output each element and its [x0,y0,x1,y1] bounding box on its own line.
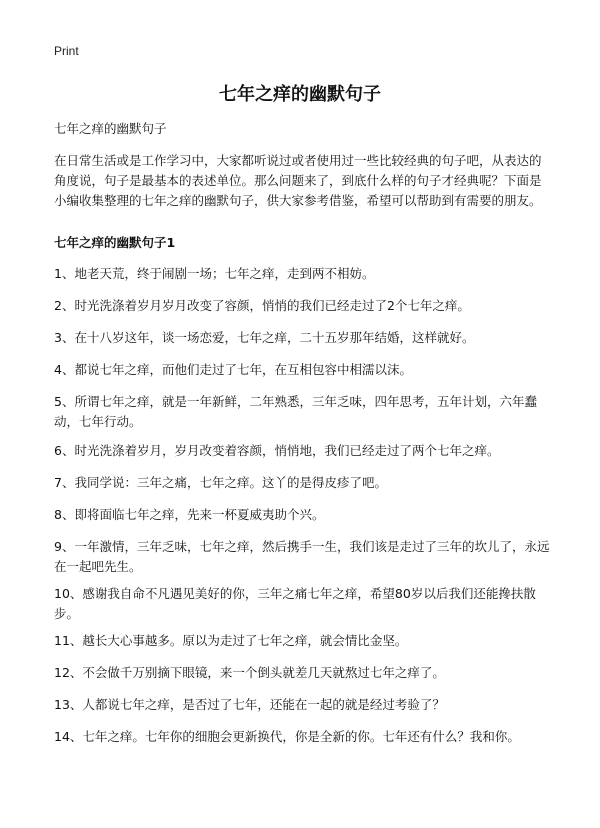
list-item: 13、人都说七年之痒，是否过了七年，还能在一起的就是经过考验了？ [54,697,445,712]
intro-paragraph: 在日常生活或是工作学习中，大家都听说过或者使用过一些比较经典的句子吧，从表达的角度说，句子是最基本的表述单位。那么问题来了，到底什么样的句子才经典呢？下面是小编收集整理的七年之痒的幽默句子，供大家参考借鉴，希望可以帮助到有需要的朋友。 [54,153,542,208]
document-subtitle: 七年之痒的幽默句子 [54,121,167,136]
print-link[interactable]: Print [54,44,79,58]
list-item: 12、不会做千万别摘下眼镜，来一个倒头就差几天就熬过七年之痒了。 [54,665,445,680]
list-item: 3、在十八岁这年，谈一场恋爱，七年之痒，二十五岁那年结婚，这样就好。 [54,330,475,345]
list-item: 5、所谓七年之痒，就是一年新鲜，二年熟悉，三年乏味，四年思考，五年计划，六年蠢动，七年行动。 [54,394,537,429]
list-item: 6、时光洗涤着岁月，岁月改变着容颜，悄悄地，我们已经走过了两个七年之痒。 [54,443,500,458]
list-item: 10、感谢我自命不凡遇见美好的你，三年之痛七年之痒，希望80岁以后我们还能搀扶散步。 [54,586,536,621]
page-title: 七年之痒的幽默句子 [219,84,381,105]
list-item: 4、都说七年之痒，而他们走过了七年，在互相包容中相濡以沫。 [54,362,412,377]
list-item: 9、一年激情，三年乏味，七年之痒，然后携手一生，我们该是走过了三年的坎儿了，永远在一起吧先生。 [54,539,550,574]
list-item: 1、地老天荒，终于闹剧一场；七年之痒，走到两不相妨。 [54,266,375,281]
list-item: 2、时光洗涤着岁月岁月改变了容颜，悄悄的我们已经走过了2个七年之痒。 [54,298,470,313]
list-item: 11、越长大心事越多。原以为走过了七年之痒，就会情比金坚。 [54,633,408,648]
section-heading: 七年之痒的幽默句子1 [54,235,176,250]
list-item: 7、我同学说：三年之痛，七年之痒。这丫的是得皮疹了吧。 [54,475,387,490]
list-item: 8、即将面临七年之痒，先来一杯夏威夷助个兴。 [54,507,325,522]
list-item: 14、七年之痒。七年你的细胞会更新换代，你是全新的你。七年还有什么？我和你。 [54,729,520,744]
